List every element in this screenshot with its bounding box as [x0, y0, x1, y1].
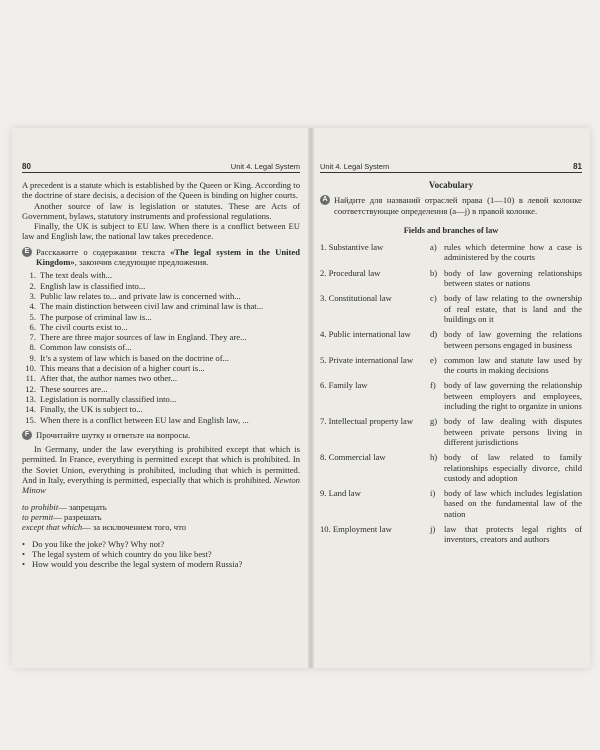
branch-of-law: 4. Public international law [320, 329, 411, 340]
task-a [320, 195, 582, 216]
task-e [22, 247, 300, 268]
vocab-entry [22, 512, 300, 522]
matching-table [320, 242, 582, 544]
left-running-head: Unit 4. Legal System [230, 162, 300, 171]
right-page [320, 128, 582, 668]
matching-row [320, 293, 582, 324]
list-item-number: 4. [29, 301, 36, 312]
list-item-text: The civil courts exist to... [40, 321, 128, 332]
definition-letter: g) [430, 416, 438, 427]
joke-author: Newton Minow [22, 475, 300, 496]
definition-letter: f) [430, 380, 436, 391]
vocab-entry [22, 502, 300, 512]
definition [430, 524, 582, 545]
definition [430, 268, 582, 289]
list-item [22, 384, 300, 394]
list-item-text: When there is a conflict between EU law and English law, ... [40, 414, 249, 425]
list-item [22, 322, 300, 332]
matching-row [320, 268, 582, 289]
definition-text: law that protects legal rights of inventors, creators and authors [444, 524, 582, 545]
definition-letter: j) [430, 524, 436, 535]
vocab-entry [22, 522, 300, 532]
joke-paragraph [22, 444, 300, 495]
definition-text: body of law which includes legislation based on the fundamental law of the nation [444, 488, 582, 519]
left-running-header [22, 162, 300, 173]
list-item-text: Public law relates to... and private law is concerned with... [40, 290, 241, 301]
definition-letter: i) [430, 488, 436, 499]
task-f [22, 430, 300, 440]
list-item-number: 6. [29, 321, 36, 332]
task-f-instruction: Прочитайте шутку и ответьте на вопросы. [36, 429, 191, 440]
vocab-translation: — запрещать [58, 501, 107, 512]
joke-questions [22, 539, 300, 570]
branch-of-law: 3. Constitutional law [320, 293, 392, 304]
definition-letter: a) [430, 242, 437, 253]
list-item-text: Finally, the UK is subject to... [40, 404, 143, 415]
list-item [22, 281, 300, 291]
branch-of-law: 6. Family law [320, 380, 368, 391]
paragraph: Finally, the UK is subject to EU law. When there is a conflict between EU law and English law, the national law takes precedence. [22, 221, 300, 242]
definition-letter: d) [430, 329, 438, 340]
list-item [22, 415, 300, 425]
right-page-body [320, 180, 582, 550]
list-item [22, 332, 300, 342]
list-item-number: 2. [29, 280, 36, 291]
question-text: How would you describe the legal system of modern Russia? [32, 559, 243, 570]
list-item-number: 15. [25, 414, 36, 425]
list-item-text: The text deals with... [40, 270, 113, 281]
list-item-number: 11. [25, 373, 36, 384]
joke-vocabulary [22, 502, 300, 533]
list-item [22, 404, 300, 414]
list-item-number: 12. [25, 383, 36, 394]
definition [430, 416, 582, 447]
question-item [22, 549, 300, 559]
bullet-icon: • [22, 548, 26, 559]
left-page-number: 80 [22, 162, 31, 171]
left-page-body [22, 180, 300, 569]
matching-row [320, 524, 582, 545]
list-item-number: 8. [29, 342, 36, 353]
question-text: Do you like the joke? Why? Why not? [32, 538, 165, 549]
book-gutter [308, 128, 314, 668]
matching-row [320, 329, 582, 350]
book-spread [12, 128, 590, 668]
list-item [22, 270, 300, 280]
list-item [22, 312, 300, 322]
task-e-marker: E [22, 247, 32, 257]
definition-letter: c) [430, 293, 437, 304]
branch-of-law: 1. Substantive law [320, 242, 384, 253]
definition [430, 488, 582, 519]
right-running-header [320, 162, 582, 173]
definition-text: common law and statute law used by the courts in making decisions [444, 354, 582, 376]
definition [430, 293, 582, 324]
list-item-number: 7. [29, 332, 36, 343]
definition [430, 452, 582, 483]
list-item-text: After that, the author names two other... [40, 373, 177, 384]
list-item [22, 363, 300, 373]
list-item-text: It’s a system of law which is based on the doctrine of... [40, 352, 230, 363]
list-item-text: English law is classified into... [40, 280, 146, 291]
table-title: Fields and branches of law [403, 225, 499, 235]
list-item-number: 13. [25, 393, 36, 404]
branch-of-law: 2. Procedural law [320, 267, 381, 278]
vocab-word: to prohibit [22, 501, 59, 512]
matching-row [320, 452, 582, 483]
matching-row [320, 416, 582, 447]
left-page [22, 128, 300, 668]
instruction-bold-title: «The legal system in the United Kingdom» [36, 246, 300, 268]
list-item-text: The purpose of criminal law is... [40, 311, 152, 322]
definition-letter: b) [430, 267, 438, 278]
matching-row [320, 242, 582, 263]
task-f-marker: F [22, 430, 32, 440]
definition-text: rules which determine how a case is administered by the courts [444, 242, 582, 263]
definition-text: body of law relating to the ownership of real estate, that is land and the buildings on it [444, 293, 582, 324]
task-e-list [22, 270, 300, 424]
list-item-text: These sources are... [40, 383, 108, 394]
question-item [22, 559, 300, 569]
definition [430, 380, 582, 411]
instruction-text: Расскажите о содержании текста [36, 246, 171, 257]
list-item [22, 342, 300, 352]
list-item-number: 1. [29, 270, 36, 281]
definition-text: body of law governing the relations between persons engaged in business [444, 329, 582, 350]
list-item-text: There are three major sources of law in England. They are... [40, 332, 247, 343]
branch-of-law: 9. Land law [320, 488, 361, 499]
vocab-word: except that which [22, 522, 83, 533]
instruction-text: , закончив следующие предложения. [74, 257, 209, 268]
definition-text: body of law governing the relationship between employers and employees, including the right to organize in unions [444, 380, 582, 412]
section-title: Vocabulary [428, 180, 474, 190]
branch-of-law: 8. Commercial law [320, 452, 386, 463]
definition [430, 329, 582, 350]
vocab-translation: — разрешать [53, 511, 102, 522]
branch-of-law: 7. Intellectual property law [320, 416, 414, 427]
task-a-marker: A [320, 195, 330, 205]
paragraph: A precedent is a statute which is established by the Queen or King. According to the doctrine of stare decisis, a decision of the Queen is binding on higher courts. [22, 180, 300, 201]
bullet-icon: • [22, 559, 26, 570]
list-item-number: 5. [29, 311, 36, 322]
definition-letter: e) [430, 354, 437, 365]
definition [430, 355, 582, 376]
list-item [22, 291, 300, 301]
matching-row [320, 355, 582, 376]
list-item [22, 353, 300, 363]
right-page-number: 81 [573, 162, 582, 171]
definition-text: body of law related to family relationships especially divorce, child custody and adoption [444, 452, 582, 483]
definition-text: body of law governing relationships between states or nations [444, 267, 582, 289]
definition [430, 242, 582, 263]
vocab-translation: — за исключением того, что [82, 522, 187, 533]
matching-row [320, 380, 582, 411]
branch-of-law: 5. Private international law [320, 354, 414, 365]
task-e-instruction [36, 247, 300, 268]
definition-text: body of law dealing with disputes between private persons living in different jurisdictions [444, 416, 582, 447]
paragraph: Another source of law is legislation or statutes. These are Acts of Government, bylaws, statutory instruments and professional regulations. [22, 200, 300, 221]
list-item-number: 14. [25, 404, 36, 415]
task-a-instruction: Найдите для названий отраслей права (1—10) в левой колонке соответствующие определения (a—j) в правой колонке. [334, 195, 582, 216]
list-item-text: The main distinction between civil law and criminal law is that... [40, 301, 264, 312]
bullet-icon: • [22, 538, 26, 549]
list-item [22, 301, 300, 311]
list-item-text: This means that a decision of a higher court is... [40, 363, 205, 374]
right-running-head: Unit 4. Legal System [320, 162, 390, 171]
joke-text: In Germany, under the law everything is prohibited except that which is permitted. In France, everything is permitted except that which is prohibited. In the Soviet Union, everything is prohibited, including that which is permitted. And in Italy, everything is permitted, especially that which is prohibited. [22, 444, 300, 486]
question-item [22, 539, 300, 549]
list-item-number: 9. [29, 352, 36, 363]
list-item [22, 394, 300, 404]
list-item [22, 373, 300, 383]
list-item-number: 3. [29, 290, 36, 301]
vocab-word: to permit [22, 511, 54, 522]
matching-row [320, 488, 582, 519]
list-item-text: Legislation is normally classified into... [40, 393, 177, 404]
branch-of-law: 10. Employment law [320, 524, 392, 535]
question-text: The legal system of which country do you like best? [32, 548, 212, 559]
list-item-text: Common law consists of... [40, 342, 132, 353]
definition-letter: h) [430, 452, 438, 463]
list-item-number: 10. [25, 363, 36, 374]
